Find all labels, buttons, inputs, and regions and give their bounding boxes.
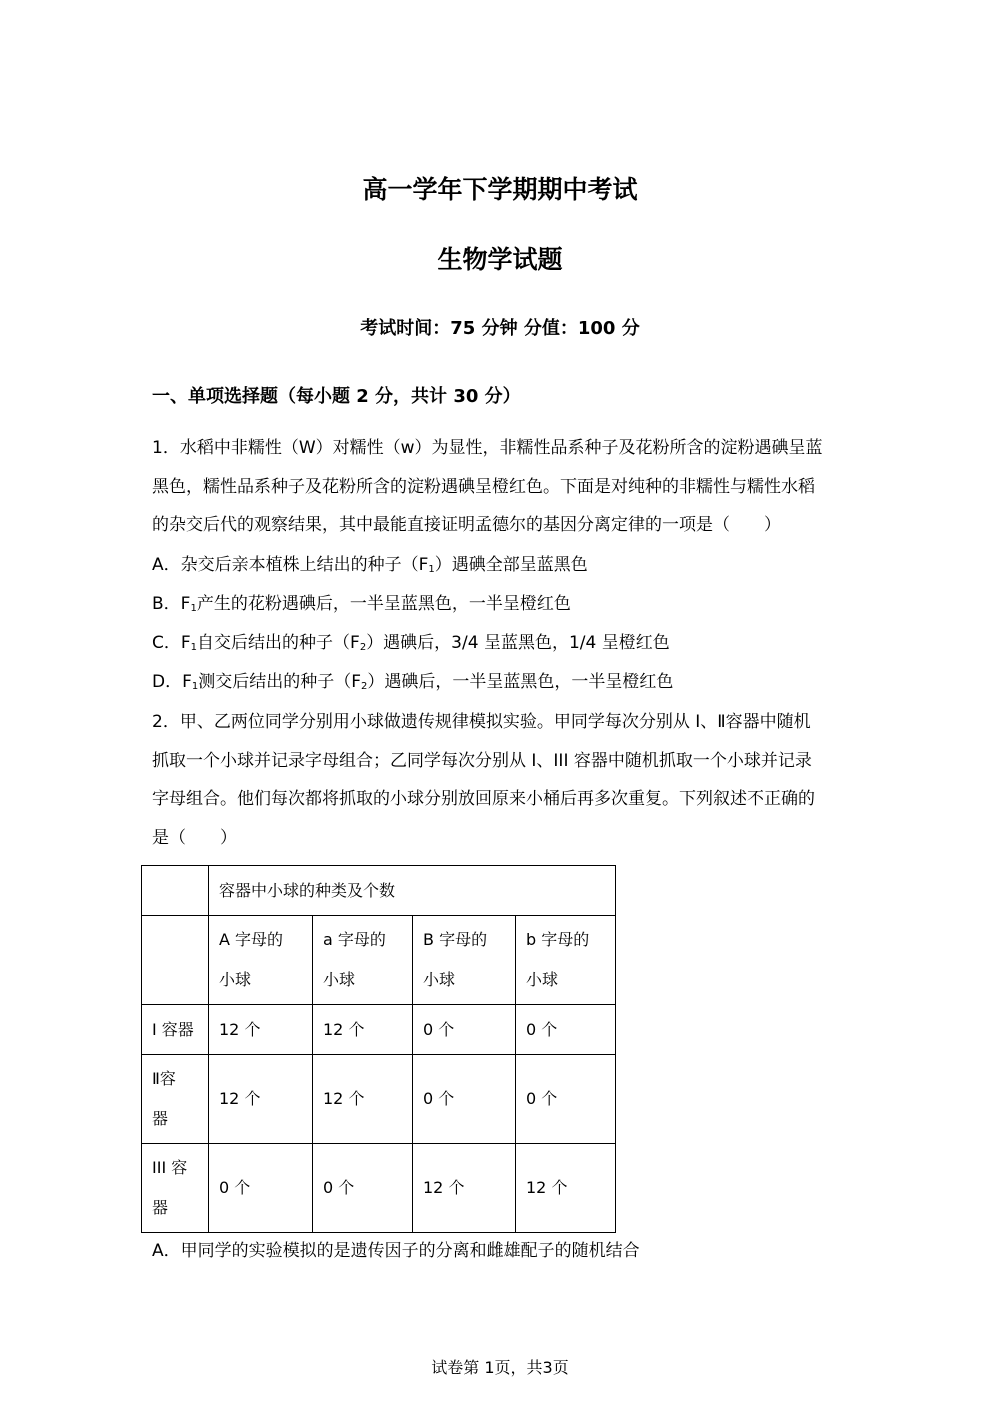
row-label-text: III 容 — [152, 1158, 188, 1177]
subscript: 2 — [359, 642, 367, 653]
subscript: 2 — [361, 681, 368, 692]
table-cell: 0 个 — [209, 1144, 313, 1233]
table-cell: 12 个 — [413, 1144, 516, 1233]
subscript: 1 — [190, 642, 198, 653]
table-column-row — [142, 916, 616, 1005]
question-2-line: 2．甲、乙两位同学分别用小球做遗传规律模拟实验。甲同学每次分别从 I、Ⅱ容器中随机 — [152, 712, 811, 732]
exam-info: 考试时间：75 分钟 分值：100 分 — [360, 318, 640, 339]
column-label: b 字母的 — [526, 930, 590, 949]
row-label: I 容器 — [142, 1005, 209, 1055]
table-cell: 12 个 — [209, 1005, 313, 1055]
page-footer: 试卷第 1页，共3页 — [431, 1358, 569, 1377]
exam-subject: 生物学试题 — [437, 245, 563, 274]
table-cell: 12 个 — [209, 1055, 313, 1144]
question-1-line: 黑色，糯性品系种子及花粉所含的淀粉遇碘呈橙红色。下面是对纯种的非糯性与糯性水稻 — [152, 476, 815, 497]
container-ball-table — [141, 865, 616, 1233]
option-text: C．F — [152, 633, 191, 653]
option-text: 测交后结出的种子（F — [198, 672, 362, 692]
option-text: ）遇碘后，一半呈蓝黑色，一半呈橙红色 — [367, 672, 674, 692]
option-text: B．F — [152, 594, 191, 614]
table-column-header — [516, 916, 616, 1005]
table-column-header — [413, 916, 516, 1005]
option-text: A．杂交后亲本植株上结出的种子（F — [152, 555, 429, 575]
question-1-option-c — [152, 624, 670, 667]
row-label — [142, 1055, 209, 1144]
table-cell-empty — [142, 866, 209, 916]
row-label-text: Ⅱ容 — [152, 1069, 176, 1088]
table-column-header — [209, 916, 313, 1005]
table-cell: 12 个 — [516, 1144, 616, 1233]
question-1-line: 1．水稻中非糯性（W）对糯性（w）为显性，非糯性品系种子及花粉所含的淀粉遇碘呈蓝 — [152, 438, 823, 458]
option-text: 产生的花粉遇碘后，一半呈蓝黑色，一半呈橙红色 — [196, 594, 571, 614]
question-1-line: 的杂交后代的观察结果，其中最能直接证明孟德尔的基因分离定律的一项是（ ） — [152, 515, 781, 535]
table-cell: 0 个 — [516, 1005, 616, 1055]
question-2-line: 字母组合。他们每次都将抓取的小球分别放回原来小桶后再多次重复。下列叙述不正确的 — [152, 789, 815, 809]
table-row — [142, 1144, 616, 1233]
option-text: ）遇碘全部呈蓝黑色 — [434, 555, 588, 575]
column-label: a 字母的 — [323, 930, 386, 949]
subscript: 1 — [428, 564, 435, 575]
option-text: D．F — [152, 672, 192, 692]
column-label: 小球 — [323, 970, 356, 989]
table-cell: 0 个 — [413, 1055, 516, 1144]
option-text: 自交后结出的种子（F — [197, 633, 360, 653]
table-column-header — [313, 916, 413, 1005]
row-label-text: 器 — [152, 1109, 169, 1128]
question-1-option-a — [152, 546, 588, 589]
exam-title: 高一学年下学期期中考试 — [362, 175, 638, 204]
table-cell: 0 个 — [516, 1055, 616, 1144]
section-heading: 一、单项选择题（每小题 2 分，共计 30 分） — [152, 386, 521, 407]
option-text: ）遇碘后，3/4 呈蓝黑色，1/4 呈橙红色 — [366, 633, 670, 653]
question-2-option-a: A．甲同学的实验模拟的是遗传因子的分离和雌雄配子的随机结合 — [152, 1241, 640, 1261]
table-cell: 0 个 — [413, 1005, 516, 1055]
question-2-line: 是（ ） — [152, 827, 237, 848]
question-2-line: 抓取一个小球并记录字母组合；乙同学每次分别从 I、III 容器中随机抓取一个小球并记录 — [152, 750, 812, 771]
table-row — [142, 1055, 616, 1144]
question-1-option-d — [152, 663, 673, 706]
column-label: B 字母的 — [423, 930, 488, 949]
column-label: 小球 — [219, 970, 252, 989]
table-cell: 12 个 — [313, 1055, 413, 1144]
column-label: 小球 — [526, 970, 559, 989]
row-label — [142, 1144, 209, 1233]
row-label-text: 器 — [152, 1198, 169, 1217]
question-1-option-b — [152, 585, 571, 628]
table-row — [142, 1005, 616, 1055]
column-label: A 字母的 — [219, 930, 284, 949]
subscript: 1 — [191, 681, 199, 692]
table-cell-empty — [142, 916, 209, 1005]
question-2-stem — [152, 703, 852, 857]
table-cell: 12 个 — [313, 1005, 413, 1055]
subscript: 1 — [190, 603, 197, 614]
column-label: 小球 — [423, 970, 456, 989]
question-1-stem — [152, 429, 852, 545]
table-cell: 0 个 — [313, 1144, 413, 1233]
table-header: 容器中小球的种类及个数 — [209, 866, 616, 916]
table-header-row — [142, 866, 616, 916]
